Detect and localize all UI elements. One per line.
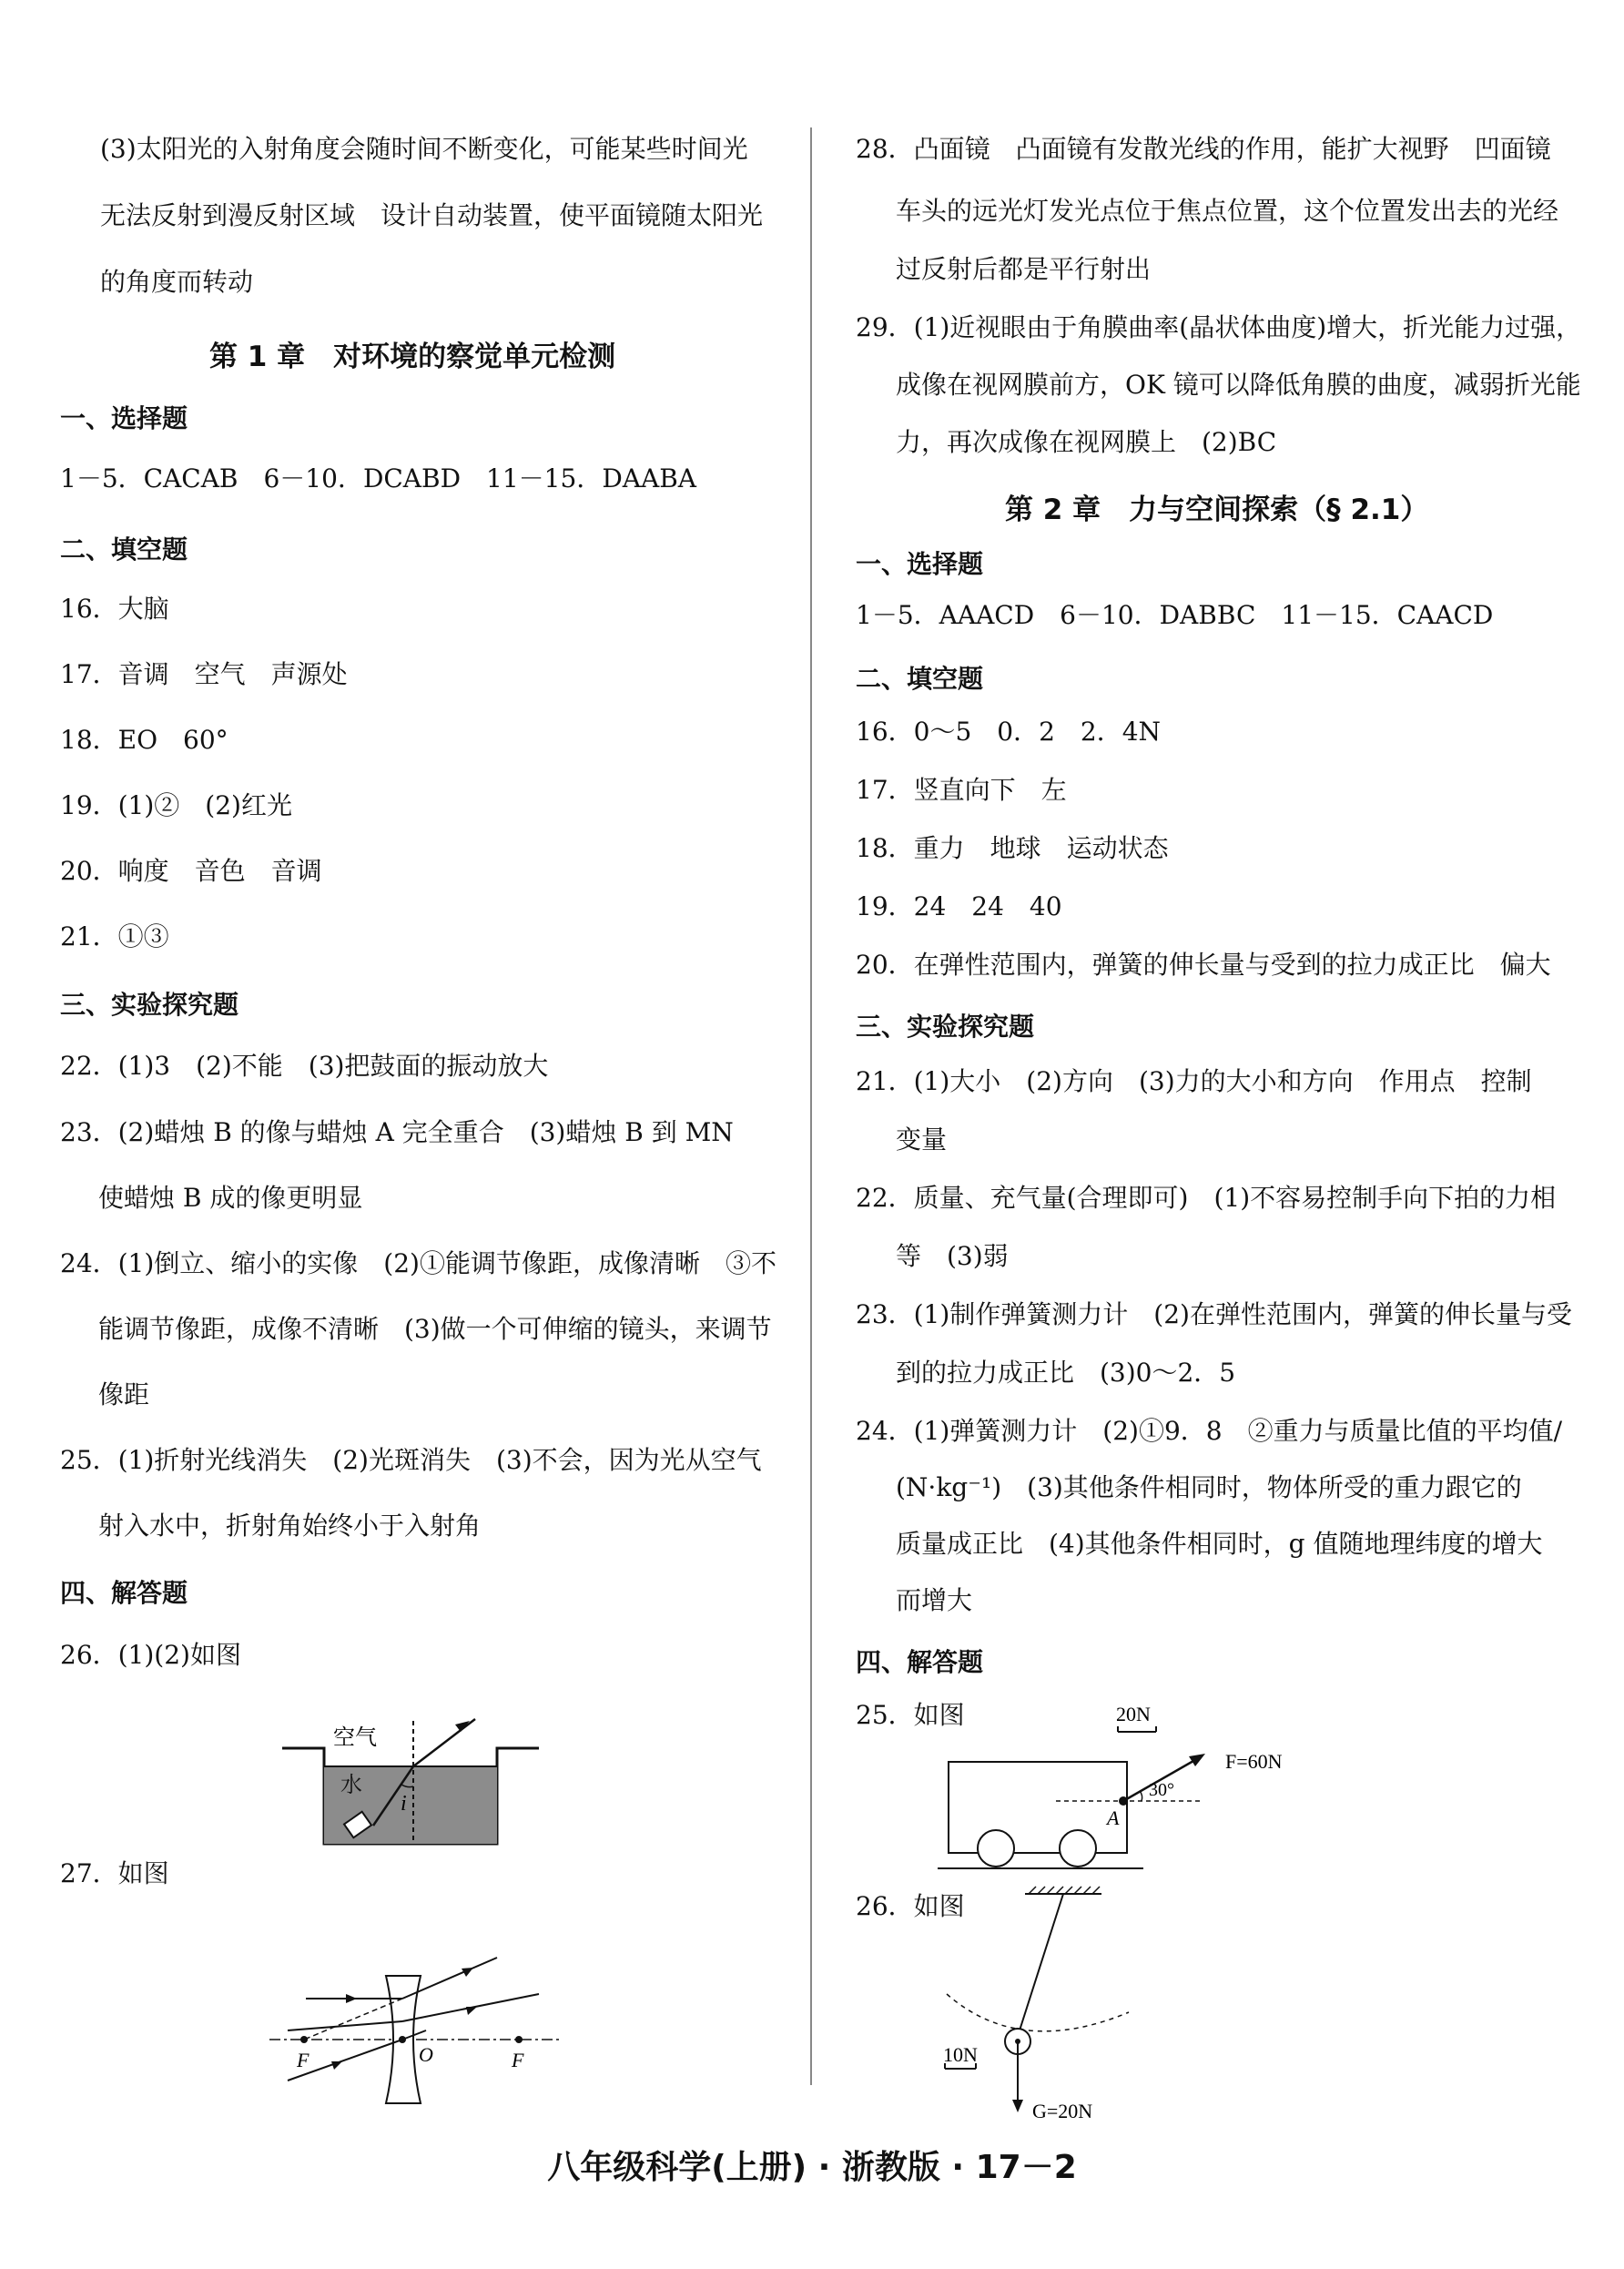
section-fill-2: 二、填空题 — [856, 664, 984, 694]
answer-21: 21．①③ — [60, 921, 169, 951]
optical-center-label: O — [419, 2043, 433, 2066]
pendulum-diagram — [938, 1885, 1229, 2131]
answer-25-line-1: 25．(1)折射光线消失 (2)光斑消失 (3)不会，因为光从空气 — [60, 1445, 762, 1475]
force-label: F=60N — [1225, 1750, 1283, 1773]
focus-left-label: F — [297, 2049, 310, 2071]
answer-2-22-line-2: 等 (3)弱 — [896, 1241, 1009, 1271]
answer-2-19: 19．24 24 40 — [856, 891, 1062, 921]
section-choice-2: 一、选择题 — [856, 549, 984, 579]
answer-26: 26．(1)(2)如图 — [60, 1640, 241, 1670]
answer-24-line-3: 像距 — [98, 1379, 150, 1409]
answer-2-20: 20．在弹性范围内，弹簧的伸长量与受到的拉力成正比 偏大 — [856, 950, 1551, 980]
optical-center-point — [399, 2036, 406, 2043]
cart-force-diagram — [938, 1694, 1302, 1894]
answer-2-17: 17．竖直向下 左 — [856, 775, 1067, 805]
answer-2-21-line-2: 变量 — [896, 1124, 948, 1155]
refracted-ray — [413, 1719, 475, 1766]
answer-24-line-2: 能调节像距，成像不清晰 (3)做一个可伸缩的镜头，来调节 — [98, 1314, 772, 1344]
answer-28-line-3: 过反射后都是平行射出 — [896, 254, 1152, 284]
answer-2-22-line-1: 22．质量、充气量(合理即可) (1)不容易控制手向下拍的力相 — [856, 1183, 1557, 1213]
refraction-diagram — [282, 1712, 555, 1857]
focus-right-label: F — [512, 2049, 524, 2071]
section-choice: 一、选择题 — [60, 403, 188, 433]
cart-body — [949, 1762, 1127, 1853]
angle-label: 30° — [1149, 1780, 1174, 1800]
swing-arc — [947, 1994, 1129, 2031]
focus-left-point — [300, 2036, 308, 2043]
scale-20n-label: 20N — [1116, 1703, 1151, 1725]
answer-23-line-1: 23．(2)蜡烛 B 的像与蜡烛 A 完全重合 (3)蜡烛 B 到 MN — [60, 1117, 734, 1147]
intro-line-1: (3)太阳光的入射角度会随时间不断变化，可能某些时间光 — [100, 134, 748, 164]
section-fill: 二、填空题 — [60, 534, 188, 565]
pendulum-string — [1020, 1894, 1063, 2030]
answer-29-line-3: 力，再次成像在视网膜上 (2)BC — [896, 427, 1277, 457]
gravity-label: G=20N — [1032, 2100, 1093, 2122]
answer-2-24-line-4: 而增大 — [896, 1585, 973, 1615]
scale-10n-label: 10N — [943, 2043, 978, 2066]
answer-29-line-1: 29．(1)近视眼由于角膜曲率(晶状体曲度)增大，折光能力过强， — [856, 312, 1582, 342]
answer-22: 22．(1)3 (2)不能 (3)把鼓面的振动放大 — [60, 1051, 549, 1081]
answer-20: 20．响度 音色 音调 — [60, 856, 322, 886]
answer-2-18: 18．重力 地球 运动状态 — [856, 833, 1169, 863]
answer-choice: 1－5．CACAB 6－10．DCABD 11－15．DAABA — [60, 463, 697, 493]
answer-24-line-1: 24．(1)倒立、缩小的实像 (2)①能调节像距，成像清晰 ③不 — [60, 1248, 776, 1278]
answer-28-line-1: 28．凸面镜 凸面镜有发散光线的作用，能扩大视野 凹面镜 — [856, 134, 1551, 164]
section-experiment: 三、实验探究题 — [60, 990, 239, 1020]
section-answer: 四、解答题 — [60, 1578, 188, 1608]
answer-2-23-line-2: 到的拉力成正比 (3)0～2．5 — [896, 1358, 1236, 1388]
water-label: 水 — [340, 1774, 362, 1797]
answer-17: 17．音调 空气 声源处 — [60, 659, 348, 689]
cart-wheel-left — [978, 1830, 1014, 1867]
answer-2-24-line-3: 质量成正比 (4)其他条件相同时，g 值随地理纬度的增大 — [896, 1529, 1543, 1559]
column-divider — [810, 127, 812, 2085]
answer-27: 27．如图 — [60, 1858, 169, 1888]
answer-2-25: 25．如图 — [856, 1700, 965, 1730]
point-a-label: A — [1107, 1806, 1120, 1829]
page-footer: 八年级科学(上册) · 浙教版 · 17－2 — [547, 2149, 1077, 2186]
ray-mid-in — [288, 2021, 402, 2030]
chapter-2-title: 第 2 章 力与空间探索（§ 2.1） — [1005, 493, 1429, 526]
section-experiment-2: 三、实验探究题 — [856, 1012, 1035, 1042]
ray-top-extension — [304, 1999, 402, 2040]
answer-29-line-2: 成像在视网膜前方，OK 镜可以降低角膜的曲度，减弱折光能 — [896, 370, 1581, 400]
answer-16: 16．大脑 — [60, 594, 169, 624]
chapter-1-title: 第 1 章 对环境的察觉单元检测 — [209, 341, 616, 373]
cart-wheel-right — [1060, 1830, 1096, 1867]
answer-28-line-2: 车头的远光灯发光点位于焦点位置，这个位置发出去的光经 — [896, 196, 1559, 226]
intro-line-2: 无法反射到漫反射区域 设计自动装置，使平面镜随太阳光 — [100, 200, 764, 230]
answer-2-26: 26．如图 — [856, 1891, 965, 1921]
answer-choice-2: 1－5．AAACD 6－10．DABBC 11－15．CAACD — [856, 600, 1494, 630]
angle-i-label: i — [401, 1792, 407, 1816]
point-a — [1119, 1796, 1128, 1806]
answer-18: 18．EO 60° — [60, 725, 228, 755]
answer-23-line-2: 使蜡烛 B 成的像更明显 — [98, 1183, 363, 1213]
answer-2-16: 16．0～5 0．2 2．4N — [856, 717, 1162, 747]
focus-right-point — [515, 2036, 523, 2043]
air-label: 空气 — [333, 1726, 377, 1750]
intro-line-3: 的角度而转动 — [100, 267, 254, 297]
answer-19: 19．(1)② (2)红光 — [60, 790, 292, 820]
answer-2-24-line-1: 24．(1)弹簧测力计 (2)①9．8 ②重力与质量比值的平均值/ — [856, 1416, 1563, 1446]
answer-2-24-line-2: (N·kg⁻¹) (3)其他条件相同时，物体所受的重力跟它的 — [896, 1472, 1522, 1502]
answer-25-line-2: 射入水中，折射角始终小于入射角 — [98, 1511, 482, 1541]
answer-2-23-line-1: 23．(1)制作弹簧测力计 (2)在弹性范围内，弹簧的伸长量与受 — [856, 1299, 1572, 1329]
section-answer-2: 四、解答题 — [856, 1647, 984, 1677]
answer-2-21-line-1: 21．(1)大小 (2)方向 (3)力的大小和方向 作用点 控制 — [856, 1066, 1532, 1096]
concave-lens-diagram — [269, 1939, 570, 2103]
